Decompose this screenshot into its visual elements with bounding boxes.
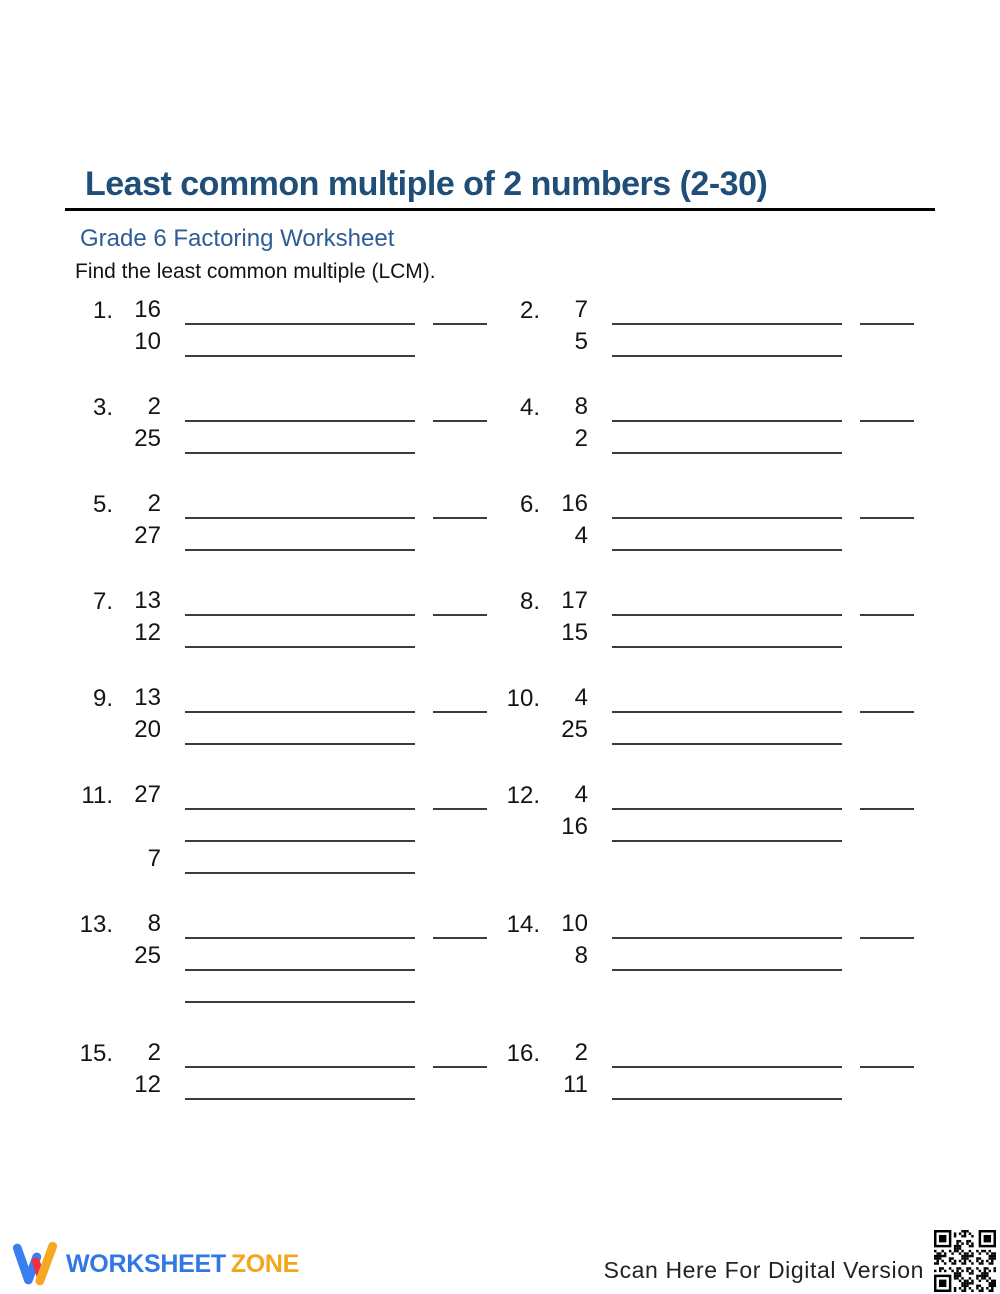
operand-number: 10	[134, 328, 161, 356]
work-blank-line[interactable]	[185, 549, 415, 551]
worksheet-subtitle: Grade 6 Factoring Worksheet	[80, 225, 395, 253]
worksheetzone-logo	[12, 1241, 299, 1287]
operand-number: 4	[574, 781, 588, 809]
work-blank-line[interactable]	[612, 969, 842, 971]
problem-number: 6.	[519, 491, 540, 519]
problem-row	[540, 1068, 914, 1100]
problem-row	[540, 939, 914, 971]
operand-number: 4	[574, 684, 588, 712]
operand-number: 17	[561, 587, 588, 615]
operand-number: 13	[134, 587, 161, 615]
problem-row	[540, 325, 914, 357]
problem-number: 5.	[92, 491, 113, 519]
problem-row	[113, 907, 487, 939]
problem-row	[113, 778, 487, 810]
problem-3	[65, 390, 492, 454]
operand-number: 10	[561, 910, 588, 938]
operand-number: 7	[574, 296, 588, 324]
work-blank-line[interactable]	[185, 646, 415, 648]
problem-11	[65, 778, 492, 874]
operand-number: 27	[134, 522, 161, 550]
operand-number: 15	[561, 619, 588, 647]
operand-number: 8	[147, 910, 161, 938]
problem-row	[113, 971, 487, 1003]
problem-row	[540, 584, 914, 616]
logo-wordmark	[66, 1250, 299, 1279]
scan-here-text: Scan Here For Digital Version	[603, 1257, 924, 1283]
problem-row	[113, 616, 487, 648]
problems-grid	[65, 293, 1000, 1100]
logo-w-icon	[12, 1241, 58, 1287]
problem-6	[492, 487, 919, 551]
qr-code	[934, 1230, 996, 1292]
problem-row	[540, 810, 914, 842]
problem-number: 16.	[506, 1040, 540, 1068]
problem-number: 2.	[519, 297, 540, 325]
logo-text-zone: ZONE	[230, 1249, 300, 1278]
problem-row	[113, 939, 487, 971]
problem-row	[113, 842, 487, 874]
operand-number: 25	[134, 425, 161, 453]
problem-row	[540, 907, 914, 939]
problem-row	[113, 713, 487, 745]
problem-row	[113, 1036, 487, 1068]
operand-number: 16	[561, 490, 588, 518]
operand-number: 2	[574, 425, 588, 453]
problem-row	[540, 778, 914, 810]
operand-number: 16	[561, 813, 588, 841]
operand-number: 2	[147, 490, 161, 518]
work-blank-line[interactable]	[185, 743, 415, 745]
problem-row	[540, 293, 914, 325]
work-blank-line[interactable]	[185, 452, 415, 454]
page-footer	[0, 1222, 1000, 1294]
problem-number: 11.	[81, 782, 113, 810]
operand-number: 11	[563, 1071, 588, 1099]
operand-number: 27	[134, 781, 161, 809]
problem-row	[113, 293, 487, 325]
operand-number: 20	[134, 716, 161, 744]
work-blank-line[interactable]	[612, 743, 842, 745]
problem-row	[113, 681, 487, 713]
operand-number: 16	[134, 296, 161, 324]
page-title: Least common multiple of 2 numbers (2-30)	[85, 165, 768, 203]
operand-number: 12	[134, 1071, 161, 1099]
title-underline	[65, 208, 935, 211]
problem-number: 1.	[92, 297, 113, 325]
problem-row	[540, 713, 914, 745]
operand-number: 2	[147, 393, 161, 421]
work-blank-line[interactable]	[612, 1098, 842, 1100]
problem-number: 12.	[506, 782, 540, 810]
problem-row	[113, 1068, 487, 1100]
problem-9	[65, 681, 492, 745]
problem-row	[540, 1036, 914, 1068]
operand-number: 25	[561, 716, 588, 744]
operand-number	[113, 1000, 161, 1003]
work-blank-line[interactable]	[185, 1098, 415, 1100]
operand-number: 12	[134, 619, 161, 647]
problem-number: 4.	[519, 394, 540, 422]
operand-number: 25	[134, 942, 161, 970]
problem-15	[65, 1036, 492, 1100]
work-blank-line[interactable]	[185, 872, 415, 874]
problem-row	[113, 584, 487, 616]
problem-row	[113, 519, 487, 551]
operand-number: 13	[134, 684, 161, 712]
problem-row	[540, 681, 914, 713]
problem-number: 10.	[506, 685, 540, 713]
problem-row	[113, 390, 487, 422]
work-blank-line[interactable]	[612, 646, 842, 648]
problem-row	[113, 325, 487, 357]
problem-10	[492, 681, 919, 745]
problem-row	[540, 487, 914, 519]
problem-2	[492, 293, 919, 357]
problem-5	[65, 487, 492, 551]
problem-row	[113, 487, 487, 519]
operand-number: 2	[574, 1039, 588, 1067]
problem-16	[492, 1036, 919, 1100]
operand-number: 8	[574, 393, 588, 421]
problem-number: 8.	[519, 588, 540, 616]
problem-row	[540, 422, 914, 454]
work-blank-line[interactable]	[185, 355, 415, 357]
work-blank-line[interactable]	[612, 549, 842, 551]
operand-number: 7	[147, 845, 161, 873]
problem-number: 9.	[92, 685, 113, 713]
logo-text-worksheet: WORKSHEET	[66, 1249, 226, 1278]
instruction-text: Find the least common multiple (LCM).	[75, 260, 436, 284]
problem-13	[65, 907, 492, 1003]
work-blank-line[interactable]	[612, 452, 842, 454]
problem-row	[540, 616, 914, 648]
work-blank-line[interactable]	[612, 355, 842, 357]
problem-row	[540, 390, 914, 422]
problem-number: 7.	[92, 588, 113, 616]
operand-number: 2	[147, 1039, 161, 1067]
problem-8	[492, 584, 919, 648]
problem-number: 15.	[79, 1040, 113, 1068]
operand-number: 5	[574, 328, 588, 356]
problem-14	[492, 907, 919, 971]
problem-1	[65, 293, 492, 357]
problem-4	[492, 390, 919, 454]
problem-row	[113, 422, 487, 454]
work-blank-line[interactable]	[612, 840, 842, 842]
problem-number: 14.	[506, 911, 540, 939]
problem-row	[540, 519, 914, 551]
problem-number: 3.	[92, 394, 113, 422]
problem-7	[65, 584, 492, 648]
problem-row	[113, 810, 487, 842]
problem-number: 13.	[79, 911, 113, 939]
work-blank-line[interactable]	[185, 1001, 415, 1003]
operand-number: 4	[574, 522, 588, 550]
problem-12	[492, 778, 919, 842]
operand-number: 8	[574, 942, 588, 970]
